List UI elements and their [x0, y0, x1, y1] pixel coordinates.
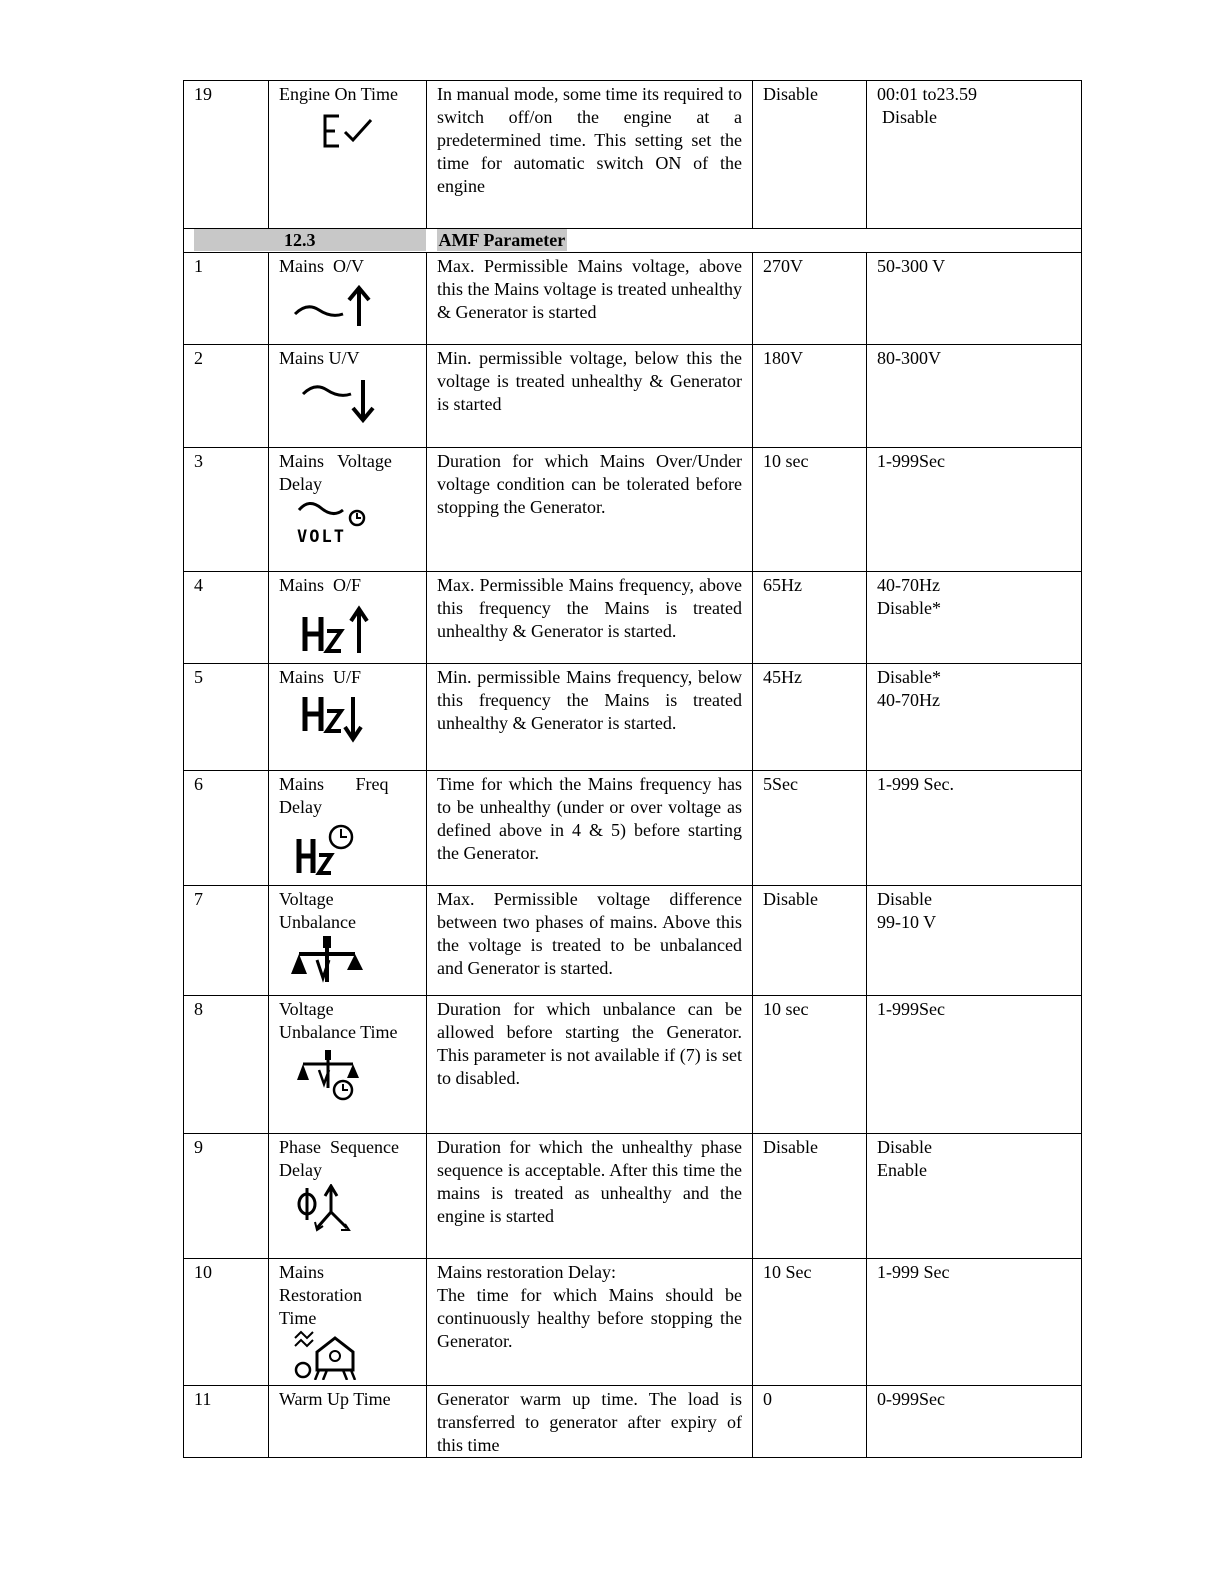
- balance-clock-icon: [295, 1048, 375, 1102]
- hz-down-arrow-icon: [301, 693, 381, 743]
- row-number: 4: [184, 572, 269, 664]
- row-number: 7: [184, 886, 269, 996]
- range-line: 40-70Hz: [877, 575, 940, 595]
- param-range: 1-999Sec: [867, 448, 1082, 572]
- param-range: 50-300 V: [867, 253, 1082, 345]
- param-name: Mains U/F: [279, 667, 362, 687]
- param-default: Disable: [753, 886, 867, 996]
- param-default: 0: [753, 1386, 867, 1458]
- param-name-cell: [269, 448, 427, 572]
- param-default: Disable: [753, 1134, 867, 1259]
- param-name: Mains O/F: [279, 575, 362, 595]
- table-row: [184, 253, 1082, 345]
- param-range: 1-999 Sec: [867, 1259, 1082, 1386]
- table-row: [184, 572, 1082, 664]
- param-range: [867, 81, 1082, 229]
- param-name: Delay: [279, 1160, 322, 1180]
- param-description: Max. Permissible Mains frequency, above this frequency the Mains is treated unhealthy & Generator is started.: [427, 572, 753, 664]
- param-name: Voltage: [279, 889, 334, 909]
- row-number: 3: [184, 448, 269, 572]
- param-default: 10 sec: [753, 448, 867, 572]
- table-row: [184, 81, 1082, 229]
- range-line: Disable: [882, 107, 937, 127]
- table-row: [184, 448, 1082, 572]
- param-name: Engine On Time: [279, 84, 399, 104]
- param-name: Mains U/V: [279, 348, 360, 368]
- section-title: AMF Parameter: [438, 230, 566, 250]
- param-description: [427, 1259, 753, 1386]
- param-range: [867, 572, 1082, 664]
- param-default: 270V: [753, 253, 867, 345]
- parameter-table: [183, 80, 1082, 1458]
- phase-sequence-icon: [295, 1184, 365, 1234]
- param-name: Unbalance Time: [279, 1022, 398, 1042]
- description-body: The time for which Mains should be continuously healthy before stopping the Generator.: [437, 1285, 742, 1351]
- mains-restoration-icon: [293, 1330, 363, 1380]
- param-name-cell: [269, 1134, 427, 1259]
- hz-up-arrow-icon: [301, 605, 381, 655]
- param-description: Min. permissible voltage, below this the voltage is treated unhealthy & Generator is started: [427, 345, 753, 448]
- param-description: Max. Permissible voltage difference between two phases of mains. Above this the voltage is treated to be unbalanced and Generator is started.: [427, 886, 753, 996]
- param-name-cell: [269, 81, 427, 229]
- range-line: 00:01 to23.59: [877, 84, 978, 104]
- param-name: Voltage: [279, 999, 334, 1019]
- param-name-cell: [269, 253, 427, 345]
- param-name-cell: [269, 345, 427, 448]
- balance-scale-icon: [289, 934, 369, 990]
- param-description: Time for which the Mains frequency has to be unhealthy (under or over voltage as defined above in 4 & 5) before starting the Generator.: [427, 771, 753, 886]
- param-name-cell: [269, 996, 427, 1134]
- row-number: 9: [184, 1134, 269, 1259]
- param-description: Duration for which the unhealthy phase sequence is acceptable. After this time the mains is treated as unhealthy and the engine is started: [427, 1134, 753, 1259]
- row-number: 1: [184, 253, 269, 345]
- param-range: [867, 886, 1082, 996]
- row-number: 10: [184, 1259, 269, 1386]
- param-range: 0-999Sec: [867, 1386, 1082, 1458]
- param-description: Duration for which Mains Over/Under voltage condition can be tolerated before stopping the Generator.: [427, 448, 753, 572]
- range-line: Disable: [877, 1137, 932, 1157]
- volt-delay-icon: [295, 498, 385, 546]
- row-number: 2: [184, 345, 269, 448]
- param-name: Mains Voltage: [279, 451, 392, 471]
- table-row: [184, 1386, 1082, 1458]
- range-line: Disable*: [877, 667, 941, 687]
- svg-text:VOLT: VOLT: [297, 527, 346, 546]
- param-name: Delay: [279, 797, 322, 817]
- param-default: 180V: [753, 345, 867, 448]
- param-name: Time: [279, 1308, 317, 1328]
- param-name: Delay: [279, 474, 322, 494]
- row-number: 8: [184, 996, 269, 1134]
- wave-up-arrow-icon: [293, 284, 383, 328]
- row-number: 6: [184, 771, 269, 886]
- table-row: [184, 1134, 1082, 1259]
- param-range: 1-999 Sec.: [867, 771, 1082, 886]
- table-row: [184, 664, 1082, 771]
- param-name: Mains O/V: [279, 256, 364, 276]
- table-row: [184, 996, 1082, 1134]
- param-name: Phase Sequence: [279, 1137, 399, 1157]
- param-default: 10 Sec: [753, 1259, 867, 1386]
- param-range: [867, 1134, 1082, 1259]
- param-description: In manual mode, some time its required to switch off/on the engine at a predetermined time. This setting set the time for automatic switch ON of the engine: [427, 81, 753, 229]
- range-line: Disable*: [877, 598, 941, 618]
- param-name: Unbalance: [279, 912, 356, 932]
- table-row: [184, 771, 1082, 886]
- section-header: [184, 229, 1082, 253]
- param-default: 65Hz: [753, 572, 867, 664]
- param-default: 5Sec: [753, 771, 867, 886]
- range-line: 99-10 V: [877, 912, 937, 932]
- param-name-cell: [269, 1259, 427, 1386]
- param-default: Disable: [753, 81, 867, 229]
- row-number: 5: [184, 664, 269, 771]
- param-name: Restoration: [279, 1285, 362, 1305]
- wave-down-arrow-icon: [301, 376, 391, 426]
- table-row: [184, 345, 1082, 448]
- row-number: 19: [184, 81, 269, 229]
- table-row: [184, 886, 1082, 996]
- param-description: Max. Permissible Mains voltage, above this the Mains voltage is treated unhealthy & Generator is started: [427, 253, 753, 345]
- param-default: 10 sec: [753, 996, 867, 1134]
- param-range: [867, 664, 1082, 771]
- param-range: 1-999Sec: [867, 996, 1082, 1134]
- table-row: [184, 1259, 1082, 1386]
- param-name-cell: [269, 886, 427, 996]
- param-name-cell: [269, 664, 427, 771]
- description-title: Mains restoration Delay:: [437, 1262, 616, 1282]
- param-description: Min. permissible Mains frequency, below this frequency the Mains is treated unhealthy & Generator is started.: [427, 664, 753, 771]
- section-number: 12.3: [194, 229, 426, 251]
- param-default: 45Hz: [753, 664, 867, 771]
- range-line: 40-70Hz: [877, 690, 940, 710]
- hz-clock-icon: [295, 819, 365, 875]
- param-name-text: Mains Freq: [279, 774, 389, 794]
- row-number: 11: [184, 1386, 269, 1458]
- engine-check-icon: [319, 112, 389, 152]
- param-range: 80-300V: [867, 345, 1082, 448]
- range-line: Disable: [877, 889, 932, 909]
- range-line: Enable: [877, 1160, 927, 1180]
- param-name: Mains: [279, 1262, 324, 1282]
- param-name-cell: [269, 771, 427, 886]
- param-description: Duration for which unbalance can be allowed before starting the Generator. This parameter is not available if (7) is set to disabled.: [427, 996, 753, 1134]
- param-name: [279, 773, 416, 796]
- param-name-cell: [269, 572, 427, 664]
- param-name: Warm Up Time: [269, 1386, 427, 1458]
- param-description: Generator warm up time. The load is transferred to generator after expiry of this time: [427, 1386, 753, 1458]
